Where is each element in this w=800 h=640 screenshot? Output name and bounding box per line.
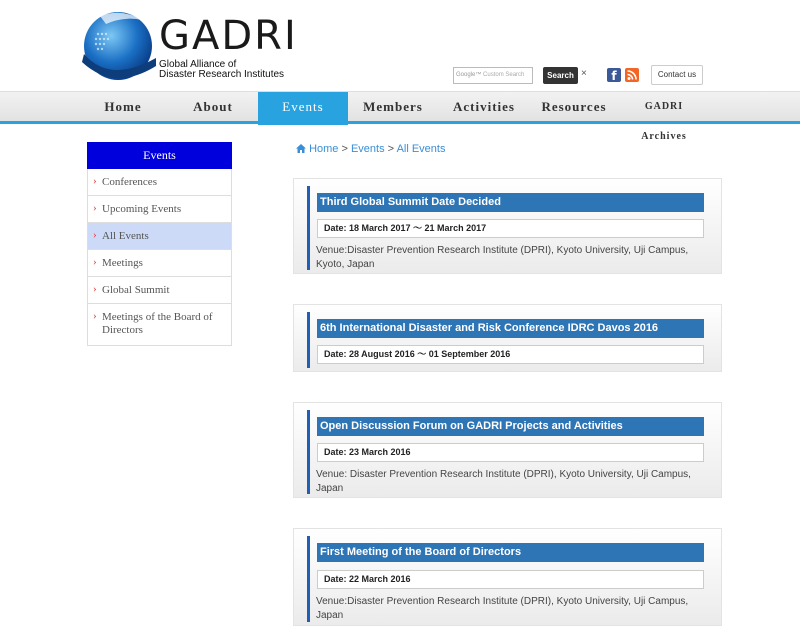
rss-icon[interactable] <box>625 68 639 82</box>
card-accent-bar <box>307 410 310 494</box>
event-date: Date: 18 March 2017 ～ 21 March 2017 <box>317 219 704 238</box>
sidebar-title: Events <box>87 142 232 169</box>
breadcrumb-separator: > <box>341 143 348 155</box>
event-venue: Venue:Disaster Prevention Research Institute (DPRI), Kyoto University, Uji Campus, Kyoto, Japan <box>316 245 689 270</box>
sidebar-item-global-summit[interactable]: › Global Summit <box>87 277 232 304</box>
event-title[interactable]: Third Global Summit Date Decided <box>317 193 704 212</box>
breadcrumb <box>296 143 445 155</box>
nav-underline <box>0 121 800 124</box>
home-icon <box>296 144 306 153</box>
nav-resources[interactable]: Resources <box>541 99 607 114</box>
event-date: Date: 22 March 2016 <box>317 570 704 589</box>
logo-title: GADRI <box>159 13 298 59</box>
nav-gadri-archives[interactable]: GADRI Archives <box>641 101 687 142</box>
event-title[interactable]: Open Discussion Forum on GADRI Projects and Activities <box>317 417 704 436</box>
nav-about[interactable]: About <box>193 99 233 114</box>
main-nav <box>0 91 800 142</box>
search-placeholder: Custom Search <box>483 72 525 78</box>
breadcrumb-home[interactable]: Home <box>309 143 339 155</box>
nav-events[interactable]: Events <box>258 92 348 125</box>
facebook-icon[interactable]: f <box>607 68 621 82</box>
google-label: Google™ <box>456 72 482 78</box>
event-venue: Venue:Disaster Prevention Research Institute (DPRI), Kyoto University, Uji Campus, Japan <box>316 596 689 621</box>
sidebar-item-upcoming-events[interactable]: › Upcoming Events <box>87 196 232 223</box>
card-accent-bar <box>307 186 310 270</box>
search-button[interactable]: Search <box>543 67 578 84</box>
clear-search-icon[interactable]: × <box>581 68 587 79</box>
sidebar-item-conferences[interactable]: › Conferences <box>87 169 232 196</box>
event-card[interactable] <box>293 304 722 372</box>
sidebar-item-meetings[interactable]: › Meetings <box>87 250 232 277</box>
nav-home[interactable]: Home <box>104 99 142 114</box>
event-title[interactable]: First Meeting of the Board of Directors <box>317 543 704 562</box>
event-card[interactable] <box>293 402 722 498</box>
nav-activities[interactable]: Activities <box>453 99 515 114</box>
card-accent-bar <box>307 312 310 368</box>
nav-members[interactable]: Members <box>363 99 423 114</box>
event-card[interactable] <box>293 178 722 274</box>
search-input[interactable] <box>453 67 533 84</box>
sidebar-item-board-meetings[interactable]: › Meetings of the Board of Directors <box>87 304 232 346</box>
event-title[interactable]: 6th International Disaster and Risk Conference IDRC Davos 2016 <box>317 319 704 338</box>
logo-subtitle-line1: Global Alliance of <box>159 59 237 70</box>
card-accent-bar <box>307 536 310 622</box>
logo-subtitle-line2: Disaster Research Institutes <box>159 69 285 80</box>
gadri-logo[interactable] <box>80 6 298 88</box>
globe-icon <box>80 6 158 88</box>
contact-us-button[interactable]: Contact us <box>651 65 703 85</box>
sidebar-item-all-events[interactable]: › All Events <box>87 223 232 250</box>
breadcrumb-current[interactable]: All Events <box>396 143 446 155</box>
breadcrumb-separator: > <box>387 143 395 155</box>
breadcrumb-events[interactable]: Events <box>350 143 385 155</box>
event-date: Date: 23 March 2016 <box>317 443 704 462</box>
event-venue: Venue: Disaster Prevention Research Institute (DPRI), Kyoto University, Uji Campus, Japan <box>316 469 691 494</box>
logo-text <box>159 13 298 80</box>
event-card[interactable] <box>293 528 722 626</box>
sidebar <box>87 142 232 346</box>
event-date: Date: 28 August 2016 ～ 01 September 2016 <box>317 345 704 364</box>
